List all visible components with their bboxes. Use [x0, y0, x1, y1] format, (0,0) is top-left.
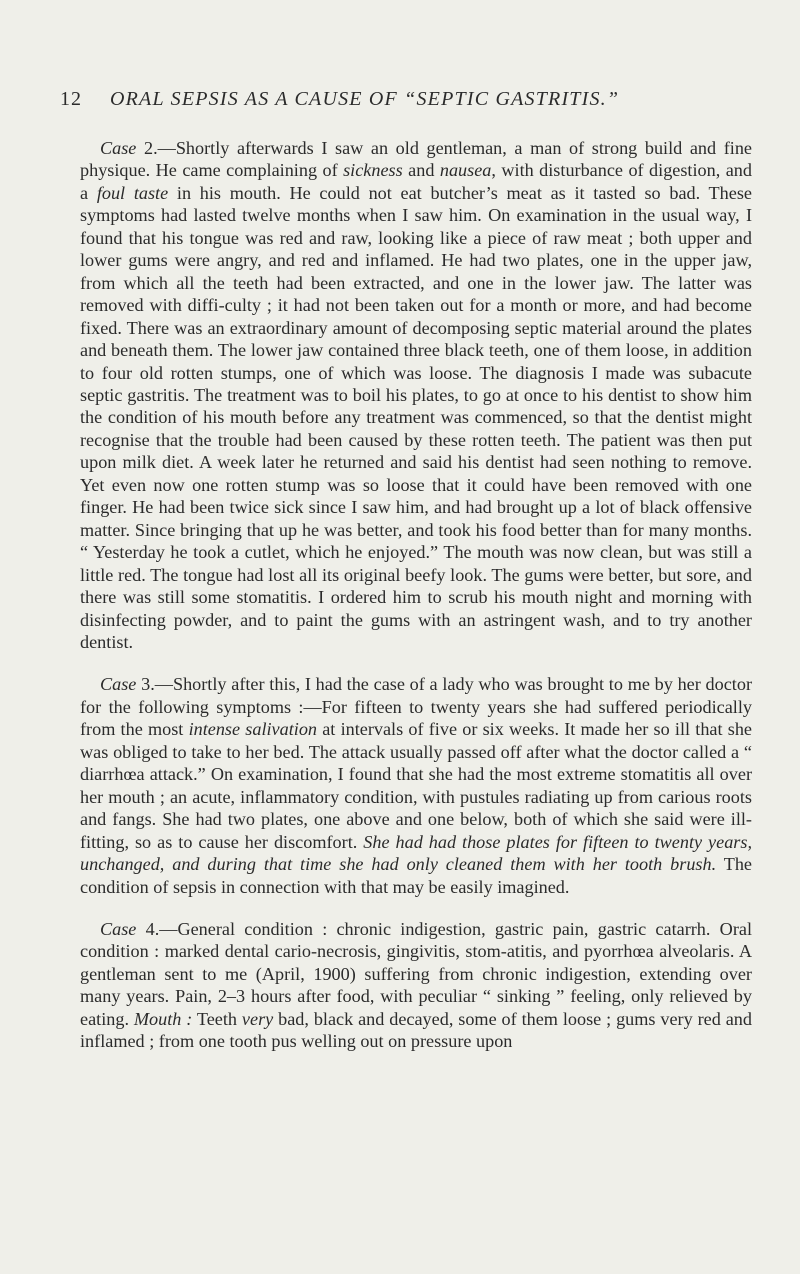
- case-2-paragraph: [80, 137, 752, 653]
- case-3-text-1: —Shortly after this, I had the case of a lady who was brought to me by her doctor for the following symptoms :—For fifteen to twenty years she had suffered periodically from the most: [80, 674, 752, 740]
- case-2-emphasis-foul-taste: foul taste: [96, 182, 169, 203]
- case-3-paragraph: [80, 673, 752, 898]
- case-3-text-3: The condition of sepsis in connection with that may be easily imagined.: [80, 854, 752, 897]
- case-3-emphasis-plates: She had had those plates for fifteen to twenty years, unchanged, and during that time she had only cleaned them with her tooth brush.: [80, 831, 752, 875]
- case-4-emphasis-very: very: [241, 1008, 274, 1029]
- case-4-text-2: Teeth: [192, 1008, 242, 1029]
- case-2-label: Case: [100, 138, 137, 158]
- case-2-text-1: —Shortly afterwards I saw an old gentleman, a man of strong build and fine physique. He came complaining of: [80, 138, 752, 181]
- case-2-emphasis-sickness: sickness: [343, 160, 403, 181]
- case-4-emphasis-mouth: Mouth :: [133, 1008, 193, 1029]
- case-2-text-4: in his mouth. He could not eat butcher’s meat as it tasted so bad. These symptoms had lasted twelve months when I saw him. On examination in the usual way, I found that his tongue was red and raw, looking like a piece of raw meat ; both upper and lower gums were angry, and red and inflamed. He had two plates, one in the upper jaw, from which all the teeth had been extracted, and one in the lower jaw. The latter was removed with diffi-culty ; it had not been taken out for a month or more, and had become fixed. There was an extraordinary amount of decomposing septic material around the plates and beneath them. The lower jaw contained three black teeth, one of them loose, in addition to four old rotten stumps, one of which was loose. The diagnosis I made was subacute septic gastritis. The treatment was to boil his plates, to go at once to his dentist to show him the condition of his mouth before any treatment was commenced, so that the dentist might recognise that the trouble had been caused by these rotten teeth. The patient was then put upon milk diet. A week later he returned and said his dentist had seen nothing to remove. Yet even now one rotten stump was so loose that it could have been removed with one finger. He had been twice sick since I saw him, and had brought up a lot of black offensive matter. Since bringing that up he was better, and took his food better than for many months. “ Yesterday he took a cutlet, which he enjoyed.” The mouth was now clean, but was still a little red. The tongue had lost all its original beefy look. The gums were better, but sore, and there was still some stomatitis. I ordered him to scrub his mouth night and morning with disinfecting powder, and to paint the gums with an astringent wash, and to try another dentist.: [80, 182, 752, 652]
- case-3-number: 3.: [141, 674, 155, 695]
- case-4-text-3: bad, black and decayed, some of them loose ; gums very red and inflamed ; from one tooth pus welling out on pressure upon: [80, 1008, 752, 1052]
- page-number: 12: [60, 88, 82, 110]
- body-text: [80, 137, 752, 1053]
- page-header: [60, 88, 780, 111]
- case-3-label: Case: [100, 674, 137, 695]
- case-2-text-2: and: [402, 160, 440, 181]
- case-4-text-1: —General condition : chronic indigestion, gastric pain, gastric catarrh. Oral condition : marked dental cario-necrosis, gingivitis, stom-atitis, and pyorrhœa alveolaris. A gentleman sent to me (April, 1900) suffering from chronic indigestion, extending over many years. Pain, 2–3 hours after food, with peculiar “ sinking ” feeling, only relieved by eating.: [80, 918, 753, 1029]
- case-4-number: 4.: [145, 918, 160, 939]
- case-2-emphasis-nausea: nausea: [439, 160, 492, 181]
- running-title: ORAL SEPSIS AS A CAUSE OF “SEPTIC GASTRITIS.”: [110, 88, 620, 110]
- case-2-text-3: , with disturbance of digestion, and a: [80, 160, 752, 203]
- case-4-paragraph: [80, 918, 752, 1053]
- case-4-label: Case: [100, 918, 137, 939]
- case-3-text-2: at intervals of five or six weeks. It made her so ill that she was obliged to take to her bed. The attack usually passed off after what the doctor called a “ diarrhœa attack.” On examination, I found that she had the most extreme stomatitis all over her mouth ; an acute, inflammatory condition, with pustules radiating up from carious roots and fangs. She had two plates, one above and one below, both of which she said were ill-fitting, so as to cause her discomfort.: [80, 719, 752, 852]
- case-3-emphasis-salivation: intense salivation: [188, 719, 318, 740]
- case-2-number: 2.: [143, 138, 158, 158]
